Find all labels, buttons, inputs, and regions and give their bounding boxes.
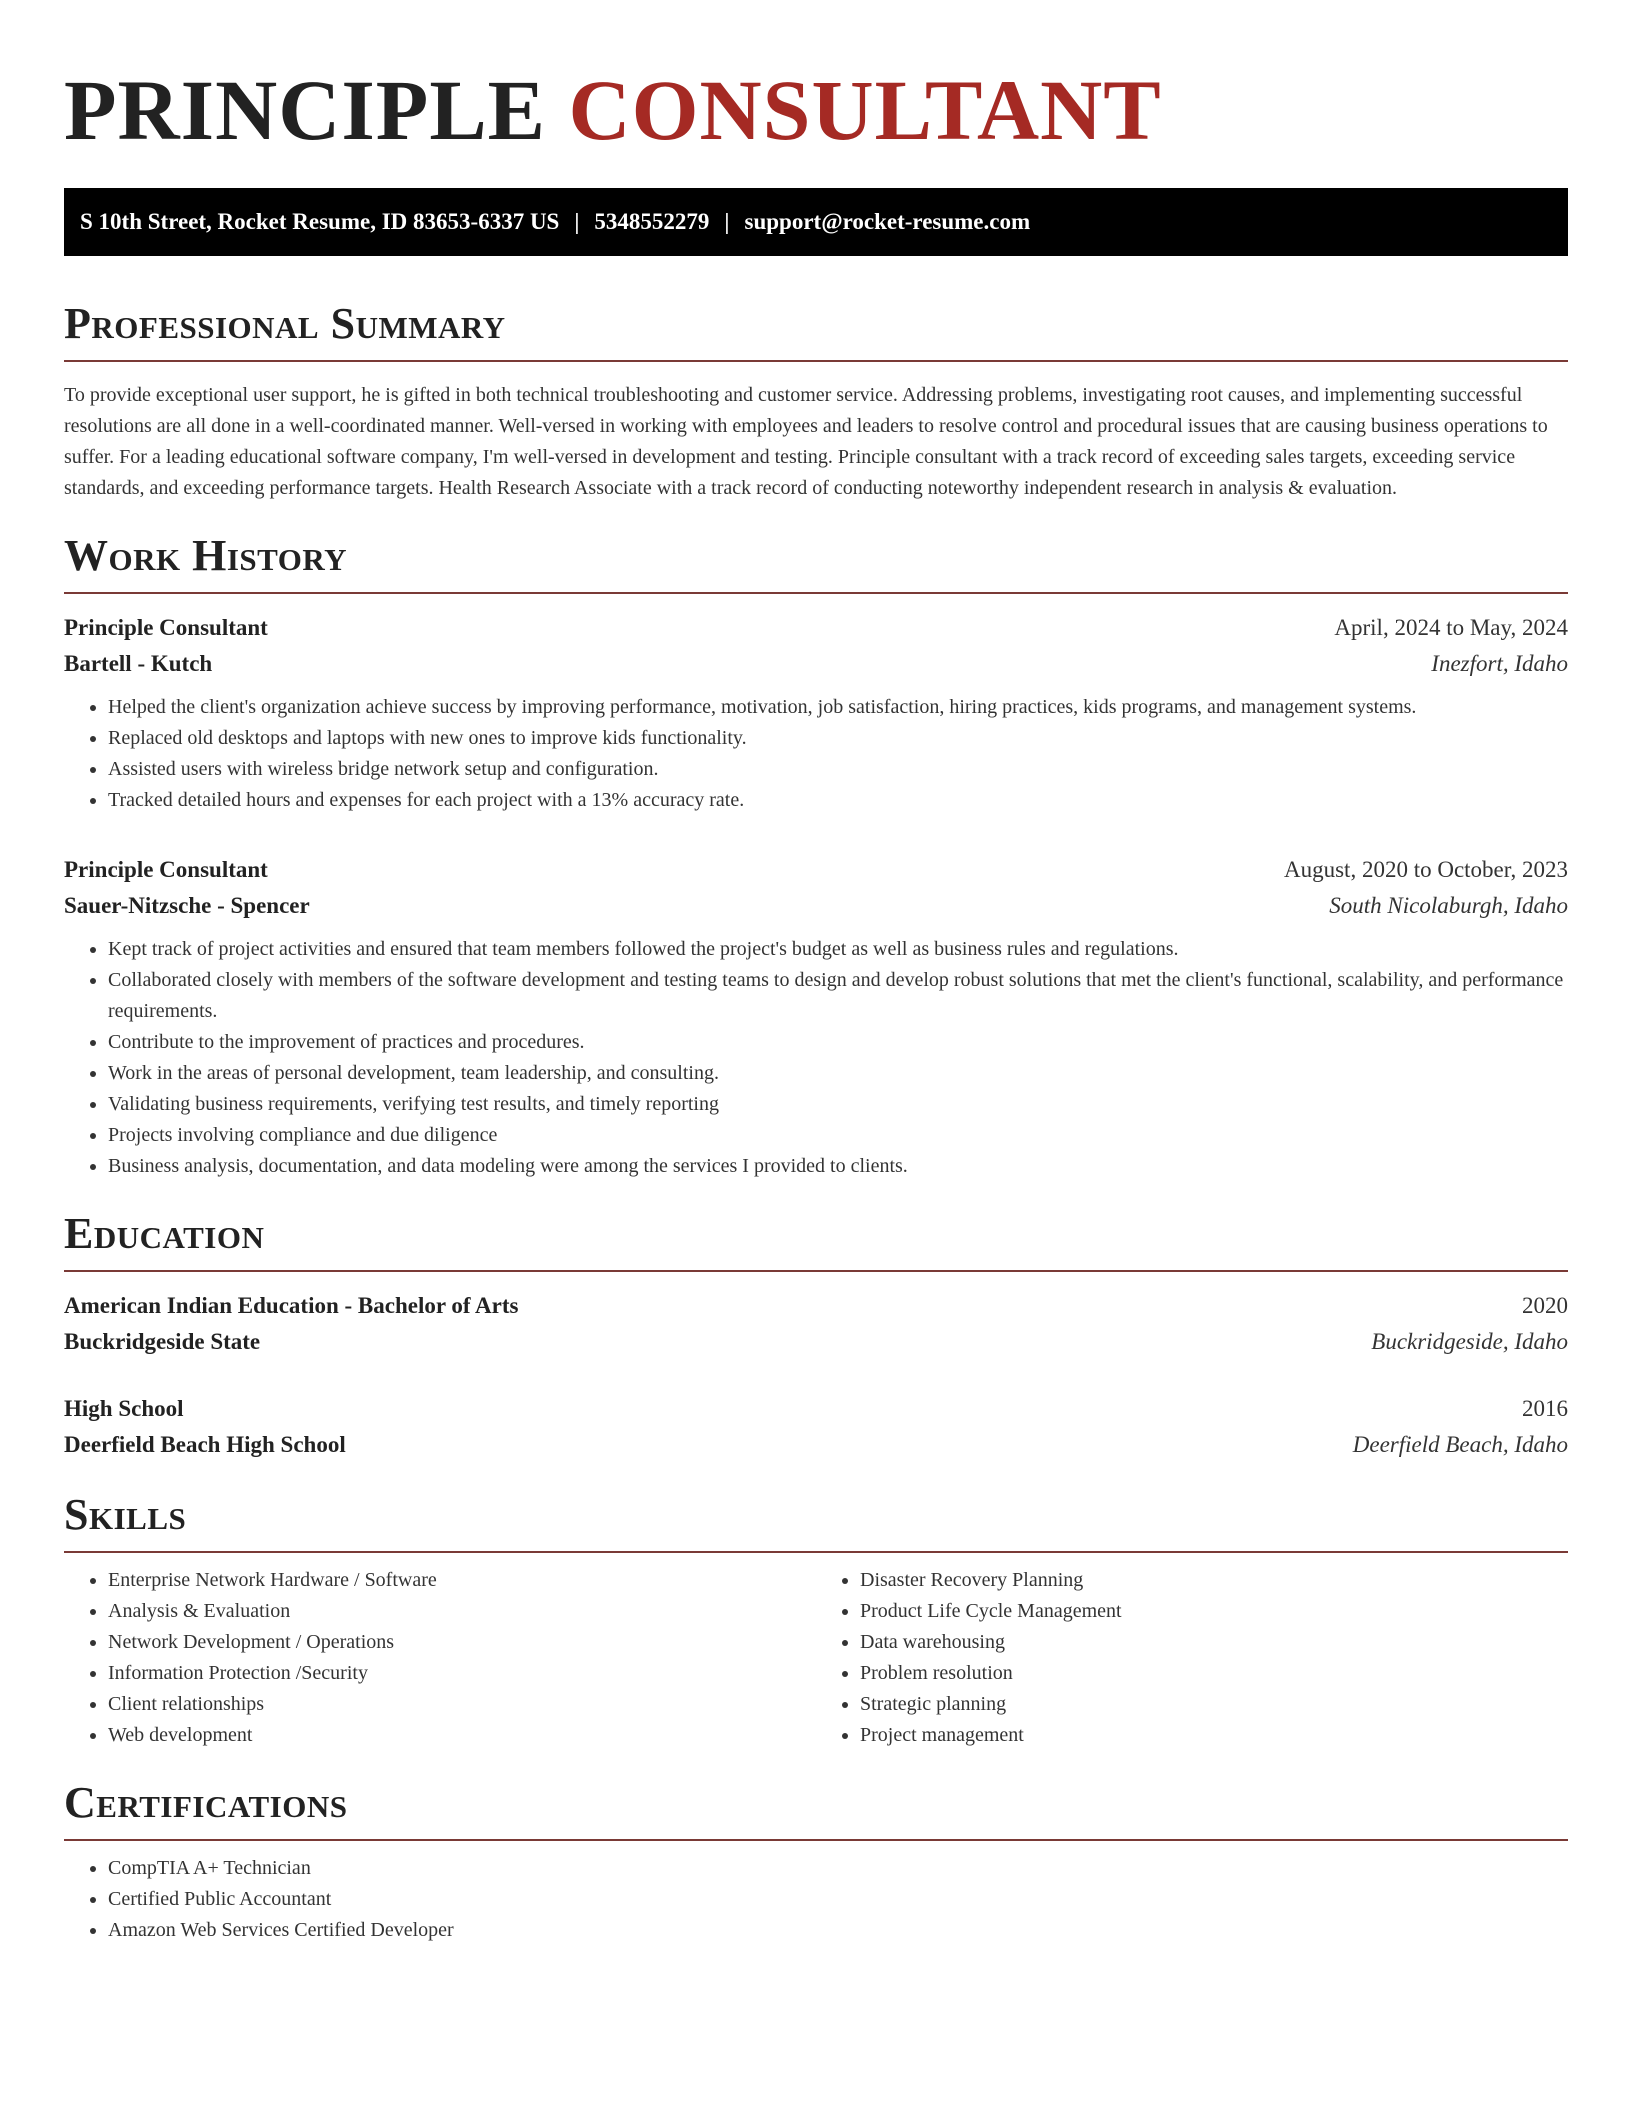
education-year: 2016 xyxy=(1522,1396,1568,1421)
skill-item: • Disaster Recovery Planning xyxy=(860,1565,1568,1596)
education-school: Buckridgeside State xyxy=(64,1329,261,1354)
skill-item: • Project management xyxy=(860,1720,1568,1751)
job-entry xyxy=(64,610,1568,816)
job-bullet: • Validating business requirements, verifying test results, and timely reporting xyxy=(108,1089,1568,1120)
job-bullet: • Assisted users with wireless bridge network setup and configuration. xyxy=(108,754,1568,785)
certification-item: • CompTIA A+ Technician xyxy=(108,1853,1568,1884)
skill-item: • Analysis & Evaluation xyxy=(108,1596,816,1627)
skill-item: • Network Development / Operations xyxy=(108,1627,816,1658)
education-location: Buckridgeside, Idaho xyxy=(1371,1329,1568,1354)
summary-text: To provide exceptional user support, he is gifted in both technical troubleshooting and customer service. Addressing problems, investigating root causes, and implementing successful resolutions are all done in a well-coordinated manner. Well-versed in working with employees and leaders to resolve control and procedural issues that are causing business operations to suffer. For a leading educational software company, I'm well-versed in development and testing. Principle consultant with a track record of exceeding sales targets, exceeding service standards, and exceeding performance targets. Health Research Associate with a track record of conducting noteworthy independent research in analysis & evaluation. xyxy=(64,384,1548,499)
education-section xyxy=(64,1208,1568,1463)
certification-item: • Amazon Web Services Certified Developer xyxy=(108,1915,1568,1946)
skill-item: • Product Life Cycle Management xyxy=(860,1596,1568,1627)
education-degree: High School xyxy=(64,1396,184,1421)
job-bullet: • Replaced old desktops and laptops with new ones to improve kids functionality. xyxy=(108,723,1568,754)
section-title-education: Education xyxy=(64,1209,265,1258)
section-divider xyxy=(64,592,1568,594)
education-location: Deerfield Beach, Idaho xyxy=(1352,1432,1568,1457)
job-bullet: • Helped the client's organization achieve success by improving performance, motivation, job satisfaction, hiring practices, kids programs, and management systems. xyxy=(108,692,1568,723)
skill-item: • Data warehousing xyxy=(860,1627,1568,1658)
job-role: Principle Consultant xyxy=(64,615,268,640)
work-section xyxy=(64,530,1568,1182)
job-entry xyxy=(64,852,1568,1182)
job-bullet: • Kept track of project activities and ensured that team members followed the project's budget as well as business rules and regulations. xyxy=(108,934,1568,965)
education-school-row xyxy=(64,1324,1568,1360)
job-bullet: • Tracked detailed hours and expenses for each project with a 13% accuracy rate. xyxy=(108,785,1568,816)
skills-grid xyxy=(64,1565,1568,1751)
name-first: PRINCIPLE xyxy=(64,62,547,158)
job-bullet: • Projects involving compliance and due diligence xyxy=(108,1120,1568,1151)
education-entry xyxy=(64,1288,1568,1360)
contact-address: S 10th Street, Rocket Resume, ID 83653-6337 US xyxy=(80,209,560,234)
education-year: 2020 xyxy=(1522,1293,1568,1318)
contact-separator: | xyxy=(724,209,730,234)
summary-section xyxy=(64,298,1568,504)
education-degree-row xyxy=(64,1288,1568,1324)
skills-section xyxy=(64,1489,1568,1751)
skill-item: • Client relationships xyxy=(108,1689,816,1720)
skill-item: • Enterprise Network Hardware / Software xyxy=(108,1565,816,1596)
skill-item: • Web development xyxy=(108,1720,816,1751)
job-company-row xyxy=(64,646,1568,682)
job-company: Sauer-Nitzsche - Spencer xyxy=(64,893,310,918)
job-company: Bartell - Kutch xyxy=(64,651,213,676)
education-school-row xyxy=(64,1427,1568,1463)
job-role: Principle Consultant xyxy=(64,857,268,882)
contact-email[interactable]: support@rocket-resume.com xyxy=(744,209,1031,234)
skill-item: • Information Protection /Security xyxy=(108,1658,816,1689)
contact-separator: | xyxy=(574,209,580,234)
resume-name xyxy=(64,58,1568,162)
job-bullet: • Work in the areas of personal development, team leadership, and consulting. xyxy=(108,1058,1568,1089)
skills-list-right xyxy=(816,1565,1568,1751)
job-dates: April, 2024 to May, 2024 xyxy=(1334,615,1568,640)
job-location: Inezfort, Idaho xyxy=(1431,651,1568,676)
job-company-row xyxy=(64,888,1568,924)
certifications-section xyxy=(64,1777,1568,1946)
job-bullet: • Business analysis, documentation, and data modeling were among the services I provided to clients. xyxy=(108,1151,1568,1182)
section-title-certifications: Certifications xyxy=(64,1778,348,1827)
contact-phone[interactable]: 5348552279 xyxy=(594,209,710,234)
section-title-skills: Skills xyxy=(64,1490,187,1539)
section-title-summary: Professional Summary xyxy=(64,299,506,348)
education-degree: American Indian Education - Bachelor of Arts xyxy=(64,1293,519,1318)
job-dates: August, 2020 to October, 2023 xyxy=(1284,857,1568,882)
section-title-work: Work History xyxy=(64,531,348,580)
education-degree-row xyxy=(64,1391,1568,1427)
certification-item: • Certified Public Accountant xyxy=(108,1884,1568,1915)
job-bullet: • Collaborated closely with members of the software development and testing teams to design and develop robust solutions that met the client's functional, scalability, and performance requirements. xyxy=(108,965,1568,1027)
section-divider xyxy=(64,360,1568,362)
job-location: South Nicolaburgh, Idaho xyxy=(1329,893,1568,918)
job-bullet: • Contribute to the improvement of practices and procedures. xyxy=(108,1027,1568,1058)
job-bullets xyxy=(64,692,1568,816)
skills-list-left xyxy=(64,1565,816,1751)
section-divider xyxy=(64,1551,1568,1553)
name-second: CONSULTANT xyxy=(568,62,1162,158)
job-bullets xyxy=(64,934,1568,1182)
education-school: Deerfield Beach High School xyxy=(64,1432,346,1457)
education-entry xyxy=(64,1391,1568,1463)
section-divider xyxy=(64,1839,1568,1841)
job-header-row xyxy=(64,610,1568,646)
skill-item: • Strategic planning xyxy=(860,1689,1568,1720)
job-header-row xyxy=(64,852,1568,888)
skill-item: • Problem resolution xyxy=(860,1658,1568,1689)
certifications-list xyxy=(64,1853,1568,1946)
section-divider xyxy=(64,1270,1568,1272)
contact-bar xyxy=(64,188,1568,256)
